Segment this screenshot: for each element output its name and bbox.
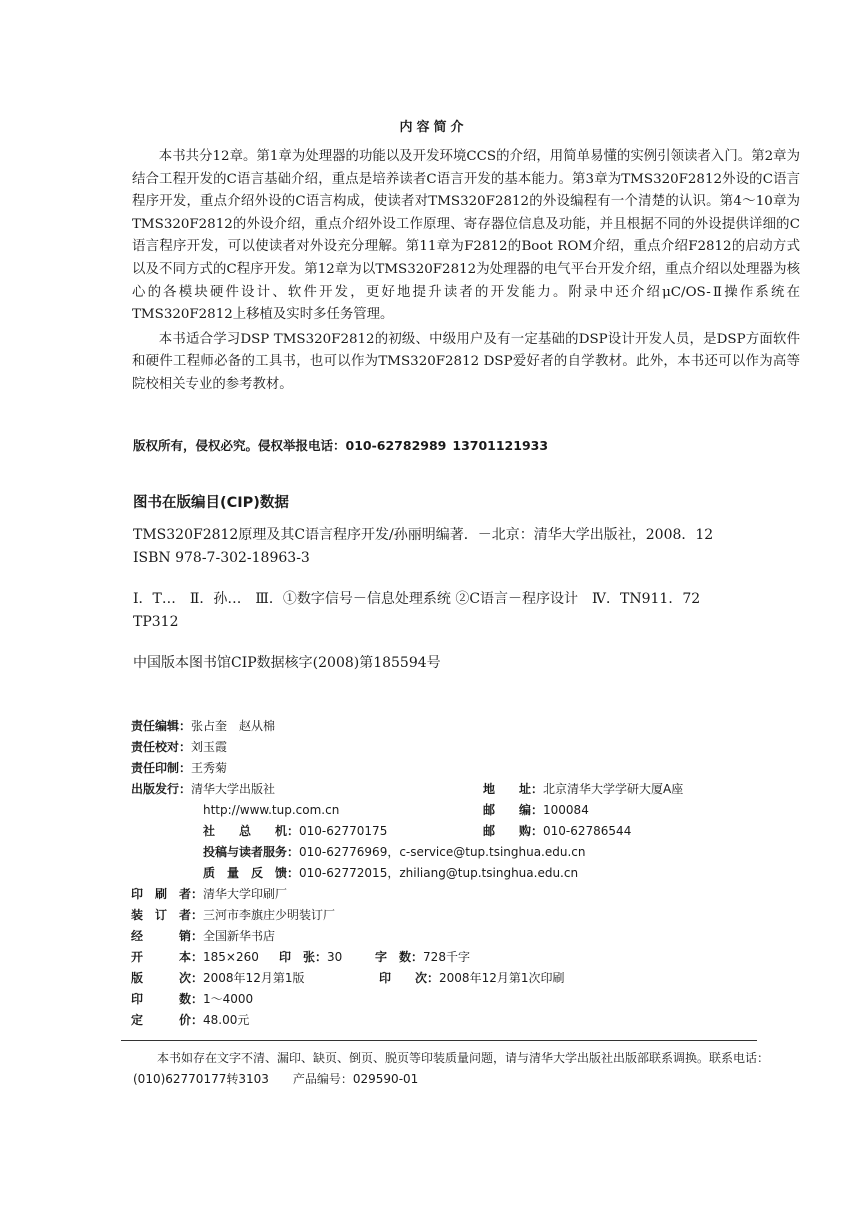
- intro-title: 内容简介: [399, 120, 468, 135]
- intro-body: [132, 146, 800, 397]
- printer-label: 印 刷 者：: [131, 887, 204, 901]
- cip-heading: 图书在版编目(CIP)数据: [133, 495, 289, 511]
- switchboard-label: 社 总 机：: [203, 824, 300, 838]
- words-value: 728千字: [423, 950, 470, 964]
- credit-row-submission: [131, 842, 586, 863]
- address-field: [483, 779, 683, 800]
- sheets-label: 印 张：: [279, 950, 328, 964]
- postcode-label: 邮 编：: [483, 803, 544, 817]
- address-label: 地 址：: [483, 782, 544, 796]
- quality-label: 质 量 反 馈：: [203, 866, 300, 880]
- print-resp-label: 责任印制：: [131, 761, 192, 775]
- edition-value: 2008年12月第1版: [203, 971, 305, 985]
- editor-value: 张占奎 赵从棉: [191, 719, 276, 733]
- mailorder-field: [483, 821, 631, 842]
- mailorder-value: 010-62786544: [543, 824, 632, 838]
- publisher-value: 清华大学出版社: [191, 782, 276, 796]
- website-value: http://www.tup.com.cn: [203, 803, 340, 817]
- publication-credits: [131, 716, 684, 1031]
- credit-row-distributor: [131, 926, 586, 947]
- copies-label: 印 数：: [131, 992, 204, 1006]
- sheets-value: 30: [327, 950, 343, 964]
- credit-row-print-resp: [131, 758, 586, 779]
- credit-row-website: [131, 800, 589, 821]
- proof-label: 责任校对：: [131, 740, 192, 754]
- distributor-value: 全国新华书店: [203, 929, 276, 943]
- words-label: 字 数：: [375, 950, 424, 964]
- intro-paragraph-2: 本书适合学习DSP TMS320F2812的初级、中级用户及有一定基础的DSP设计开发人员，是DSP方面软件和硬件工程师必备的工具书，也可以作为TMS320F2812 DSP爱好者的自学教材。此外，本书还可以作为高等院校相关专业的参考教材。: [132, 331, 800, 392]
- footer-notice: 本书如存在文字不清、漏印、缺页、倒页、脱页等印装质量问题，请与清华大学出版社出版部联系调换。联系电话：(010)62770177转3103 产品编号：029590-01: [133, 1051, 770, 1086]
- cip-record-number: 中国版本图书馆CIP数据核字(2008)第185594号: [133, 655, 441, 671]
- submission-label: 投稿与读者服务：: [203, 845, 300, 859]
- switchboard-value: 010-62770175: [299, 824, 388, 838]
- printing-label: 印 次：: [379, 971, 440, 985]
- printer-value: 清华大学印刷厂: [203, 887, 288, 901]
- distributor-label: 经 销：: [131, 929, 204, 943]
- credit-row-edition: [131, 968, 586, 989]
- proof-value: 刘玉霞: [191, 740, 228, 754]
- credit-row-quality: [131, 863, 586, 884]
- editor-label: 责任编辑：: [131, 719, 192, 733]
- credit-row-proof: [131, 737, 586, 758]
- credit-row-copies: [131, 989, 586, 1010]
- cip-isbn: ISBN 978-7-302-18963-3: [133, 550, 310, 566]
- cip-data: [133, 524, 801, 675]
- credit-row-price: [131, 1010, 586, 1031]
- cip-title-line: TMS320F2812原理及其C语言程序开发/孙丽明编著．－北京：清华大学出版社，2008．12: [133, 527, 714, 543]
- copyright-text: 版权所有，侵权必究。侵权举报电话：010-62782989: [133, 438, 447, 453]
- format-value: 185×260: [203, 950, 259, 964]
- publisher-label: 出版发行：: [131, 782, 192, 796]
- credit-row-binder: [131, 905, 586, 926]
- footer-divider: [121, 1040, 757, 1041]
- price-value: 48.00元: [203, 1013, 250, 1027]
- binder-value: 三河市李旗庄少明装订厂: [203, 908, 336, 922]
- copyright-notice: [133, 436, 548, 454]
- postcode-value: 100084: [543, 803, 589, 817]
- edition-label: 版 次：: [131, 971, 204, 985]
- credit-row-editor: [131, 716, 586, 737]
- credit-row-printer: [131, 884, 586, 905]
- copies-value: 1～4000: [203, 992, 254, 1006]
- format-label: 开 本：: [131, 950, 204, 964]
- credit-row-publisher: [131, 779, 684, 800]
- price-label: 定 价：: [131, 1013, 204, 1027]
- address-value: 北京清华大学学研大厦A座: [543, 782, 684, 796]
- cip-classification-cont: TP312: [133, 614, 179, 630]
- submission-value: 010-62776969，c-service@tup.tsinghua.edu.cn: [299, 845, 586, 859]
- binder-label: 装 订 者：: [131, 908, 204, 922]
- mailorder-label: 邮 购：: [483, 824, 544, 838]
- print-resp-value: 王秀菊: [191, 761, 228, 775]
- credit-row-switchboard: [131, 821, 632, 842]
- intro-paragraph-1: 本书共分12章。第1章为处理器的功能以及开发环境CCS的介绍，用简单易懂的实例引领读者入门。第2章为结合工程开发的C语言基础介绍，重点是培养读者C语言开发的基本能力。第3章为TMS320F2812外设的C语言程序开发，重点介绍外设的C语言构成，使读者对TMS320F2812的外设编程有一个清楚的认识。第4～10章为TMS320F2812的外设介绍，重点介绍外设工作原理、寄存器位信息及功能，并且根据不同的外设提供详细的C语言程序开发，可以使读者对外设充分理解。第11章为F2812的Boot ROM介绍，重点介绍F2812的启动方式以及不同方式的C程序开发。第12章为以TMS320F2812为处理器的电气平台开发介绍，重点介绍以处理器为核心的各模块硬件设计、软件开发，更好地提升读者的开发能力。附录中还介绍μC/OS-Ⅱ操作系统在TMS320F2812上移植及实时多任务管理。: [132, 149, 800, 323]
- copyright-phone2: 13701121933: [452, 438, 549, 453]
- cip-classification: Ⅰ．T… Ⅱ．孙… Ⅲ．①数字信号－信息处理系统 ②C语言－程序设计 Ⅳ．TN911．72: [133, 591, 701, 607]
- credit-row-format: [131, 947, 586, 968]
- printing-value: 2008年12月第1次印刷: [439, 971, 565, 985]
- quality-value: 010-62772015，zhiliang@tup.tsinghua.edu.cn: [299, 866, 579, 880]
- postcode-field: [483, 800, 589, 821]
